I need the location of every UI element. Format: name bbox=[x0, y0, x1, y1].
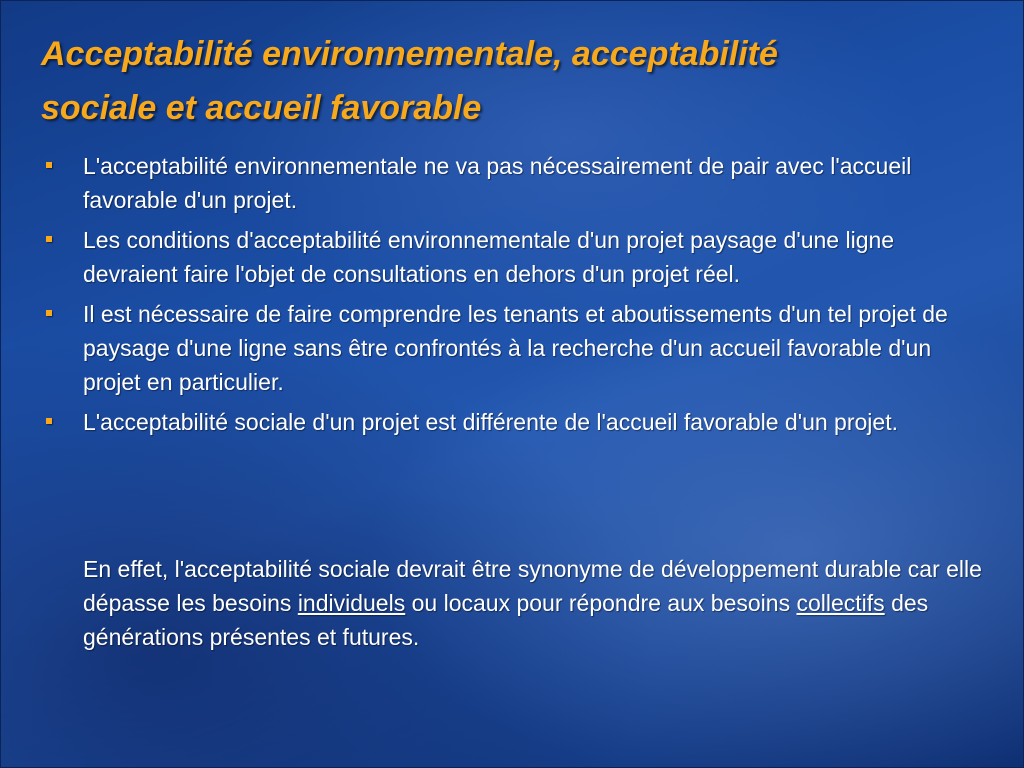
underlined-word-collectifs: collectifs bbox=[796, 590, 885, 616]
slide-title-line-1: Acceptabilité environnementale, acceptabilité bbox=[41, 35, 778, 73]
bullet-item bbox=[41, 149, 981, 217]
bullet-text: L'acceptabilité environnementale ne va pas nécessairement de pair avec l'accueil favorable d'un projet. bbox=[83, 153, 912, 213]
paragraph-text-part-3: des générations présentes et futures. bbox=[83, 590, 929, 650]
bullet-list bbox=[41, 149, 981, 445]
bullet-item bbox=[41, 405, 981, 439]
bullet-text: Il est nécessaire de faire comprendre les tenants et aboutissements d'un tel projet de paysage d'une ligne sans être confrontés à la recherche d'un accueil favorable d'un projet en particulier. bbox=[83, 301, 948, 395]
bullet-item bbox=[41, 223, 981, 291]
square-bullet-icon bbox=[46, 310, 52, 316]
underlined-word-individuels: individuels bbox=[297, 590, 406, 616]
square-bullet-icon bbox=[46, 236, 52, 242]
slide-title-line-2: sociale et accueil favorable bbox=[41, 89, 482, 127]
conclusion-paragraph bbox=[83, 552, 983, 654]
paragraph-text-part-2: ou locaux pour répondre aux besoins bbox=[405, 590, 797, 616]
bullet-text: L'acceptabilité sociale d'un projet est différente de l'accueil favorable d'un projet. bbox=[83, 409, 898, 435]
bullet-item bbox=[41, 297, 981, 399]
square-bullet-icon bbox=[46, 418, 52, 424]
square-bullet-icon bbox=[46, 162, 52, 168]
bullet-text: Les conditions d'acceptabilité environnementale d'un projet paysage d'une ligne devraient faire l'objet de consultations en dehors d'un projet réel. bbox=[83, 227, 895, 287]
slide-title bbox=[41, 27, 981, 135]
paragraph-text-part-1: En effet, l'acceptabilité sociale devrait être synonyme de développement durable car elle dépasse les besoins bbox=[83, 556, 982, 616]
